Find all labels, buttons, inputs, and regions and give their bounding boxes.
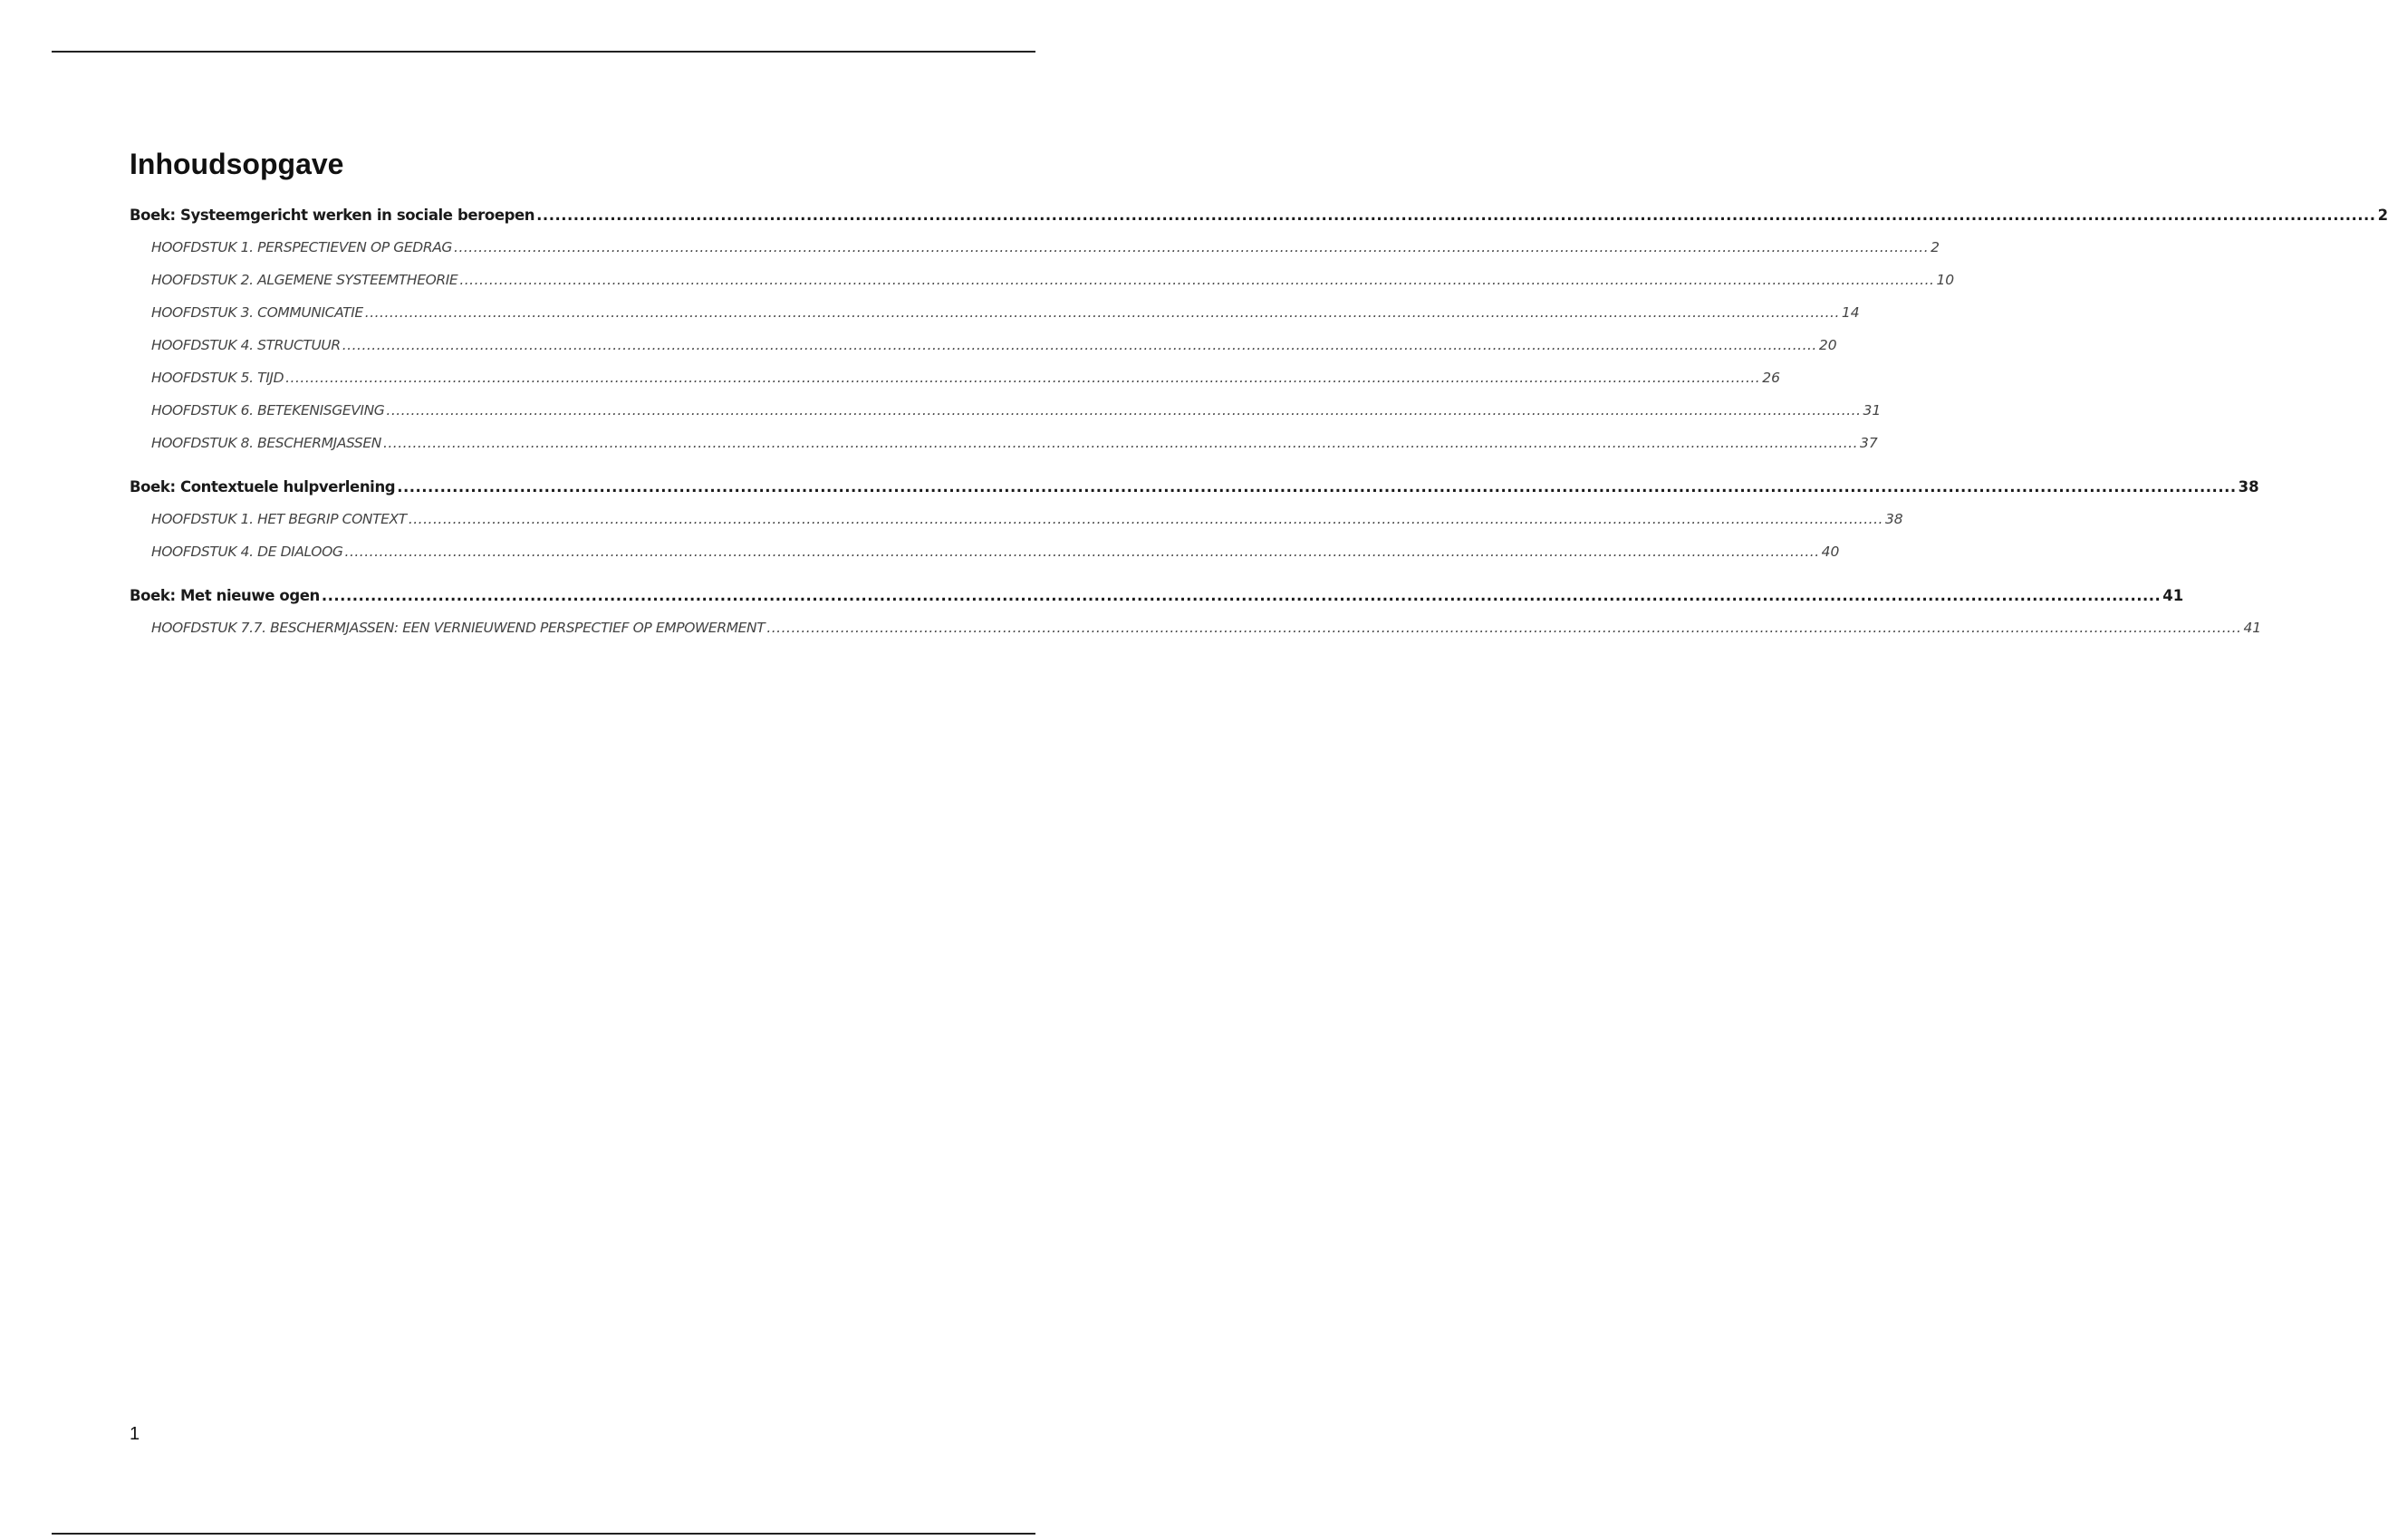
page-number: 1: [130, 1424, 140, 1444]
toc-book-label: Boek: Met nieuwe ogen: [130, 587, 320, 604]
table-of-contents: [130, 207, 2388, 652]
toc-chapter-label: HOOFDSTUK 3. COMMUNICATIE: [151, 304, 363, 321]
toc-chapter-entry[interactable]: [130, 435, 1878, 467]
toc-page-number: 38: [2238, 478, 2259, 496]
dot-leader: ............................................................................................................................................................................................................................................................................................................: [454, 239, 1930, 255]
toc-chapter-label: HOOFDSTUK 1. HET BEGRIP CONTEXT: [151, 511, 407, 527]
toc-chapter-label: HOOFDSTUK 5. TIJD: [151, 370, 284, 386]
toc-page-number: 2: [2377, 207, 2388, 224]
toc-chapter-label: HOOFDSTUK 7.7. BESCHERMJASSEN: EEN VERNIEUWEND PERSPECTIEF OP EMPOWERMENT: [151, 620, 766, 636]
toc-chapter-label: HOOFDSTUK 6. BETEKENISGEVING: [151, 402, 385, 419]
dot-leader: ............................................................................................................................................................................................................................................................................................................: [364, 304, 1840, 321]
toc-page-number: 41: [2243, 620, 2262, 636]
toc-page-number: 14: [1841, 304, 1860, 321]
section-spacer: [130, 576, 958, 587]
toc-chapter-entry[interactable]: [130, 402, 1882, 435]
dot-leader: ............................................................................................................................................................................................................................................................................................................: [397, 478, 2237, 496]
dot-leader: ............................................................................................................................................................................................................................................................................................................: [536, 207, 2376, 224]
toc-chapter-entry[interactable]: [130, 272, 1955, 304]
toc-chapter-label: HOOFDSTUK 4. STRUCTUUR: [151, 337, 341, 353]
toc-chapter-label: HOOFDSTUK 2. ALGEMENE SYSTEEMTHEORIE: [151, 272, 458, 288]
toc-book-label: Boek: Systeemgericht werken in sociale beroepen: [130, 207, 535, 224]
toc-chapter-entry[interactable]: [130, 337, 1837, 370]
toc-chapter-entry[interactable]: [130, 620, 2262, 652]
section-spacer: [130, 467, 958, 478]
dot-leader: ............................................................................................................................................................................................................................................................................................................: [285, 370, 1761, 386]
toc-page-number: 2: [1931, 239, 1940, 255]
toc-page-number: 41: [2162, 587, 2184, 604]
toc-chapter-entry[interactable]: [130, 239, 1940, 272]
toc-book-entry[interactable]: [130, 207, 2388, 239]
toc-page-number: 10: [1936, 272, 1955, 288]
toc-chapter-label: HOOFDSTUK 4. DE DIALOOG: [151, 544, 343, 560]
footer-rule: [52, 1533, 1035, 1535]
dot-leader: ............................................................................................................................................................................................................................................................................................................: [386, 402, 1862, 419]
dot-leader: ............................................................................................................................................................................................................................................................................................................: [408, 511, 1883, 527]
toc-book-entry[interactable]: [130, 587, 2184, 620]
toc-page-number: 38: [1884, 511, 1903, 527]
dot-leader: ............................................................................................................................................................................................................................................................................................................: [382, 435, 1859, 451]
dot-leader: ............................................................................................................................................................................................................................................................................................................: [321, 587, 2162, 604]
toc-page-number: 40: [1821, 544, 1840, 560]
toc-page-number: 26: [1762, 370, 1780, 386]
dot-leader: ............................................................................................................................................................................................................................................................................................................: [459, 272, 1935, 288]
toc-chapter-entry[interactable]: [130, 544, 1840, 576]
header-rule: [52, 51, 1035, 53]
toc-chapter-entry[interactable]: [130, 304, 1860, 337]
toc-chapter-entry[interactable]: [130, 370, 1780, 402]
dot-leader: ............................................................................................................................................................................................................................................................................................................: [344, 544, 1820, 560]
dot-leader: ............................................................................................................................................................................................................................................................................................................: [342, 337, 1817, 353]
toc-chapter-entry[interactable]: [130, 511, 1903, 544]
toc-chapter-label: HOOFDSTUK 1. PERSPECTIEVEN OP GEDRAG: [151, 239, 453, 255]
toc-page-number: 31: [1863, 402, 1882, 419]
page-title: Inhoudsopgave: [130, 148, 344, 180]
toc-chapter-label: HOOFDSTUK 8. BESCHERMJASSEN: [151, 435, 381, 451]
dot-leader: ............................................................................................................................................................................................................................................................................................................: [766, 620, 2242, 636]
toc-page-number: 20: [1818, 337, 1837, 353]
toc-book-entry[interactable]: [130, 478, 2259, 511]
toc-book-label: Boek: Contextuele hulpverlening: [130, 478, 396, 496]
toc-page-number: 37: [1860, 435, 1878, 451]
